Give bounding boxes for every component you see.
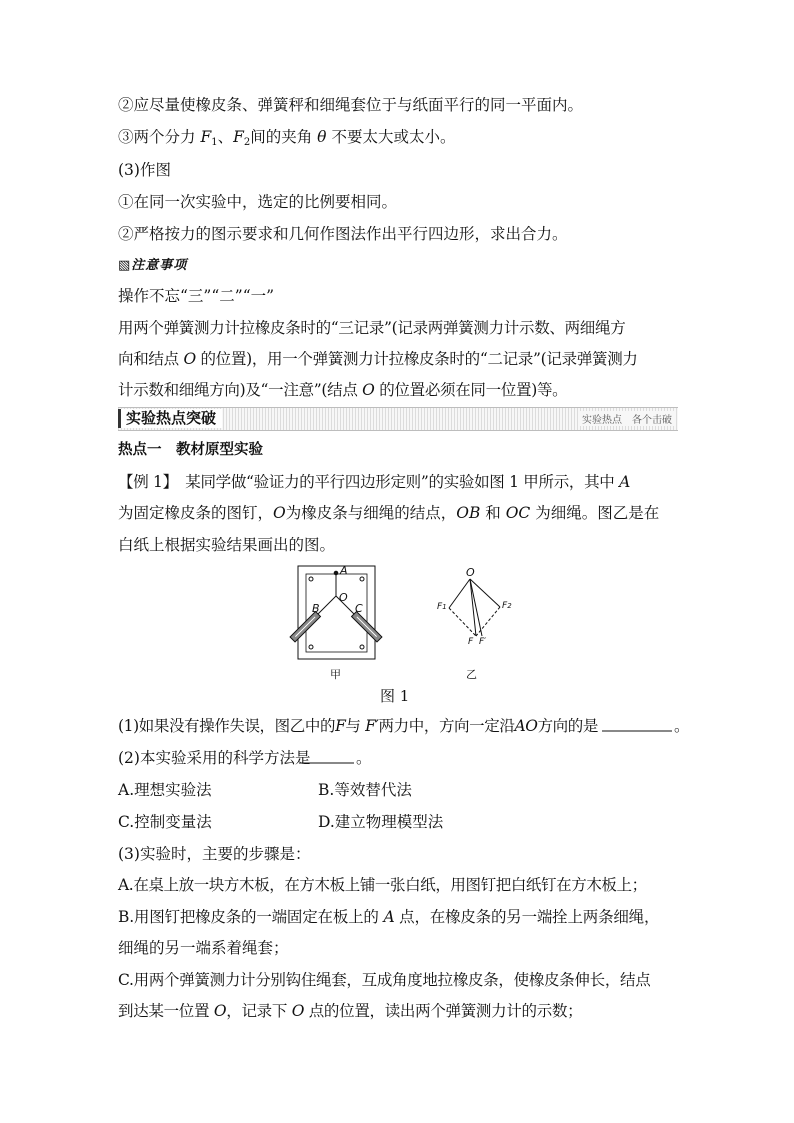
sub-1: 1 — [211, 137, 218, 148]
label-b: B — [312, 602, 320, 615]
text: 为细绳。图乙是在 — [530, 504, 660, 522]
label-yi: 乙 — [466, 668, 477, 681]
pin — [360, 645, 364, 649]
text: 为固定橡皮条的图钉， — [118, 504, 274, 522]
label-a: A — [340, 564, 348, 577]
pin — [309, 645, 313, 649]
question-2 — [118, 748, 678, 768]
var-oc: OC — [505, 504, 531, 522]
option-b[interactable]: B.等效替代法 — [318, 781, 412, 799]
notice-title: 操作不忘“三”“二”“一” — [118, 287, 275, 305]
notice-text-1: 用两个弹簧测力计拉橡皮条时的“三记录”(记录两弹簧测力计示数、两细绳方 — [118, 319, 626, 337]
label-o-yi: O — [466, 566, 475, 579]
question-2-end: 。 — [356, 749, 372, 767]
text: 两力中，方向一定沿 — [378, 717, 515, 735]
point-a — [334, 571, 338, 575]
label-f-prime: F′ — [479, 637, 487, 647]
label-f2 — [502, 601, 512, 611]
var-o: O — [273, 504, 286, 522]
vector-f-prime — [470, 579, 482, 636]
var-a: A — [619, 473, 631, 491]
dashed-side — [449, 608, 476, 636]
note-line-scale: ①在同一次实验中，选定的比例要相同。 — [118, 193, 398, 211]
label-o: O — [339, 591, 348, 604]
sub-2: 2 — [243, 137, 251, 148]
text: 点，在橡皮条的另一端拴上两条细绳， — [394, 908, 660, 926]
text: 的位置)，用一个弹簧测力计拉橡皮条时的“二记录”(记录弹簧测力 — [195, 350, 638, 368]
note-line-parallelogram: ②严格按力的图示要求和几何作图法作出平行四边形，求出合力。 — [118, 225, 568, 243]
question-1 — [118, 716, 678, 736]
dashed-side — [476, 607, 500, 636]
text: F — [437, 602, 443, 612]
text: 到达某一位置 — [118, 1002, 214, 1020]
vector-f1 — [449, 579, 470, 608]
question-1-end: 。 — [674, 717, 690, 735]
text: 点的位置，读出两个弹簧测力计的示数； — [304, 1002, 583, 1020]
text: ③两个分力 — [118, 128, 201, 146]
section-title: 实验热点突破 — [118, 409, 222, 428]
question-3: (3)实验时，主要的步骤是： — [118, 845, 311, 863]
option-d[interactable]: D.建立物理模型法 — [318, 813, 444, 831]
string-ob — [318, 596, 336, 614]
option-c[interactable]: C.控制变量法 — [118, 813, 212, 831]
text: 计示数和细绳方向)及“一注意”(结点 — [118, 381, 363, 399]
text: 与 — [345, 717, 366, 735]
text: B.用图钉把橡皮条的一端固定在板上的 — [118, 908, 384, 926]
figure-jia-apparatus — [290, 566, 382, 659]
label-f: F — [468, 637, 474, 647]
notice-label: ▧注意事项 — [118, 258, 188, 273]
var-a: A — [383, 908, 395, 926]
pin — [360, 577, 364, 581]
vector-f — [470, 579, 476, 636]
label-jia: 甲 — [330, 668, 341, 681]
step-b-1 — [118, 907, 678, 927]
step-b-2: 细绳的另一端系着绳套； — [118, 939, 289, 957]
text: 的位置必须在同一位置)等。 — [374, 381, 568, 399]
var-ob: OB — [456, 504, 481, 522]
option-a[interactable]: A.理想实验法 — [118, 781, 212, 799]
var-f: F — [335, 717, 346, 735]
text: (2)本实验采用的科学方法是 — [118, 749, 311, 767]
text: 、 — [217, 128, 234, 146]
var-theta: θ — [317, 128, 327, 146]
sub: 2 — [507, 602, 512, 610]
note-heading-draw: (3)作图 — [118, 161, 171, 179]
section-tag: 实验热点 各个击破 — [580, 411, 674, 426]
example-line-3: 白纸上根据实验结果画出的图。 — [118, 536, 336, 554]
label-f1 — [437, 602, 447, 612]
var-o: O — [183, 350, 196, 368]
sub: 1 — [442, 603, 447, 611]
hotspot-heading: 热点一 教材原型实验 — [118, 442, 263, 458]
var-o: O — [362, 381, 375, 399]
text: 和 — [480, 504, 506, 522]
step-c-1: C.用两个弹簧测力计分别钩住绳套，互成角度地拉橡皮条，使橡皮条伸长，结点 — [118, 971, 651, 989]
note-line-plane: ②应尽量使橡皮条、弹簧秤和细绳套位于与纸面平行的同一平面内。 — [118, 96, 584, 114]
text: 向和结点 — [118, 350, 184, 368]
text: 为橡皮条与细绳的结点， — [285, 504, 457, 522]
step-a: A.在桌上放一块方木板，在方木板上铺一张白纸，用图钉把白纸钉在方木板上； — [118, 876, 647, 894]
var-f1: F — [200, 128, 212, 146]
label-c: C — [355, 602, 363, 615]
text: 不要太大或太小。 — [326, 128, 456, 146]
pin — [309, 577, 313, 581]
text: ，记录下 — [226, 1002, 292, 1020]
var-o: O — [213, 1002, 227, 1020]
text: 间的夹角 — [250, 128, 318, 146]
var-ao: AO — [514, 717, 538, 735]
var-f-prime: F′ — [365, 717, 379, 735]
figure-caption: 图 1 — [380, 687, 410, 705]
var-f2: F — [233, 128, 244, 146]
figure-yi-diagram — [449, 579, 500, 636]
spring-scale-left — [290, 612, 320, 642]
var-o: O — [291, 1002, 305, 1020]
text: 【例 1】 某同学做“验证力的平行四边形定则”的实验如图 1 甲所示，其中 — [118, 473, 620, 491]
text: F — [502, 601, 508, 611]
step-c-2 — [118, 1001, 678, 1021]
text: (1)如果没有操作失误，图乙中的 — [118, 717, 336, 735]
text: 方向的是 — [537, 717, 598, 735]
